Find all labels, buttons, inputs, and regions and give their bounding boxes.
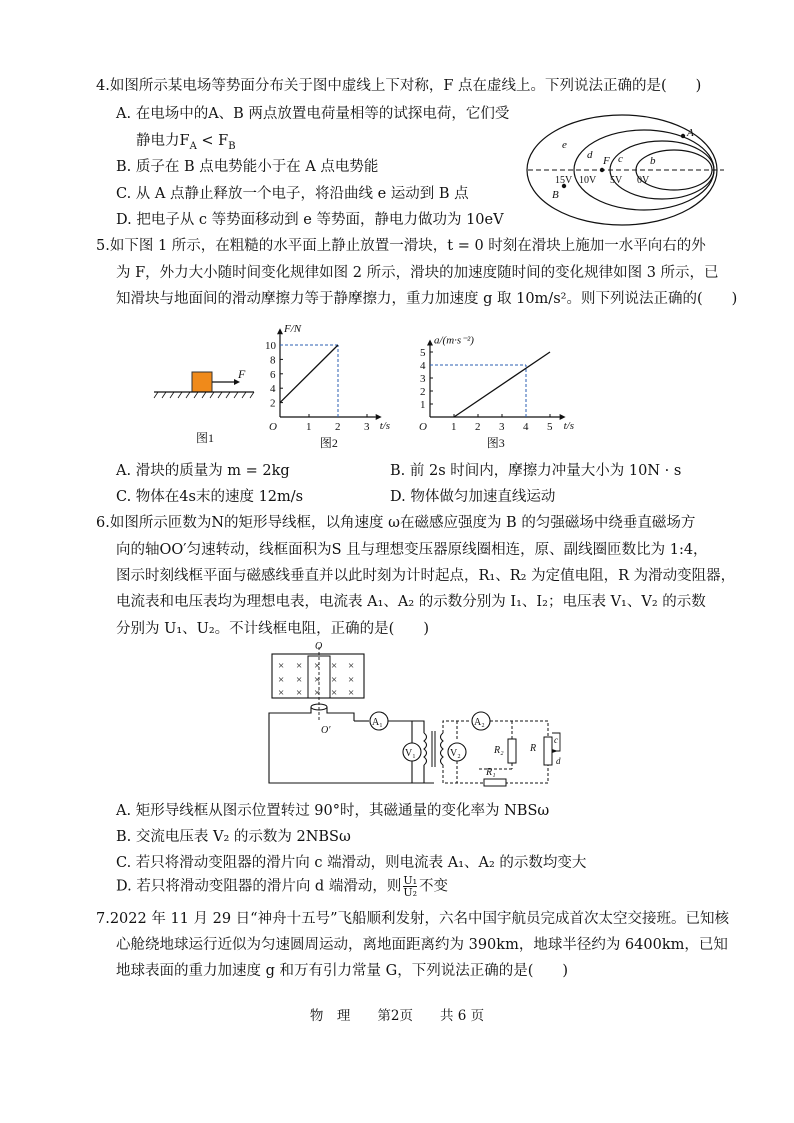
label-b-curve: b <box>650 155 656 167</box>
q4-option-a-line2: 静电力$F_A < F_B$ <box>136 133 236 152</box>
svg-text:×: × <box>314 674 321 686</box>
svg-text:R₂: R₂ <box>494 745 504 756</box>
q6-option-a: A. 矩形导线框从图示位置转过 90°时，其磁通量的变化率为 NBSω <box>116 803 550 819</box>
y-tick-label: 3 <box>420 373 426 385</box>
label-o-prime: O′ <box>321 725 331 736</box>
label-o: O <box>315 641 323 652</box>
svg-text:A₁: A₁ <box>372 717 383 728</box>
q4-option-c: C. 从 A 点静止释放一个电子，将沿曲线 e 运动到 B 点 <box>116 186 469 202</box>
q6-option-b: B. 交流电压表 V₂ 的示数为 2NBSω <box>116 829 351 845</box>
q5-option-d: D. 物体做匀加速直线运动 <box>390 489 556 505</box>
chart-caption: 图2 <box>319 436 338 450</box>
volt-0: 0V <box>637 175 650 186</box>
force-label: F <box>238 367 246 381</box>
y-tick-label: 6 <box>270 368 276 381</box>
label-e: e <box>562 139 567 151</box>
q5-option-b: B. 前 2s 时间内，摩擦力冲量大小为 10N · s <box>390 463 682 479</box>
x-tick-label: 2 <box>335 421 341 433</box>
q5-line2: 为 F，外力大小随时间变化规律如图 2 所示，滑块的加速度随时间的变化规律如图 3 所示，已 <box>116 265 719 281</box>
primary-coil <box>424 733 427 765</box>
label-d: d <box>587 149 593 161</box>
label-b: B <box>552 189 559 201</box>
x-tick-label: 5 <box>547 421 553 433</box>
svg-text:R: R <box>530 743 537 754</box>
x-tick-label: 1 <box>451 421 457 433</box>
x-axis-label: t/s <box>379 420 391 432</box>
q6-line3: 图示时刻线框平面与磁感线垂直并以此时刻为计时起点，R₁、R₂ 为定值电阻，R 为滑动变阻器， <box>116 568 736 584</box>
resistor-r1 <box>484 779 506 786</box>
x-tick-label: 2 <box>475 421 481 433</box>
svg-text:×: × <box>296 687 303 699</box>
svg-text:×: × <box>314 660 321 672</box>
svg-text:×: × <box>348 660 355 672</box>
origin-label: O <box>269 421 277 433</box>
volt-10: 10V <box>579 175 597 186</box>
label-c: c <box>618 153 623 165</box>
svg-text:×: × <box>348 687 355 699</box>
svg-text:×: × <box>314 687 321 699</box>
chart-caption: 图3 <box>486 436 505 450</box>
q6-line2: 向的轴OO′匀速转动，线框面积为S 且与理想变压器原线圈相连，原、副线圈匝数比为 1:4， <box>116 542 708 558</box>
x-axis-label: t/s <box>563 420 575 432</box>
x-tick-label: 3 <box>364 421 370 433</box>
y-tick-label: 2 <box>270 397 276 410</box>
y-tick-label: 2 <box>420 386 426 398</box>
y-tick-label: 8 <box>270 354 276 367</box>
q6-line1: 6.如图所示匝数为N的矩形导线框，以角速度 ω在磁感应强度为 B 的匀强磁场中绕垂直磁场方 <box>96 515 696 531</box>
secondary-coil <box>441 733 444 765</box>
u1-over-u2-fraction: $\frac{\text{U₁}}{\text{U₂}}$ <box>403 874 418 899</box>
point-f <box>600 168 604 172</box>
q7-line2: 心舱绕地球运行近似为匀速圆周运动，离地面距离约为 390km，地球半径约为 6400km，已知 <box>116 937 728 953</box>
q5-option-a: A. 滑块的质量为 m = 2kg <box>116 463 290 479</box>
q6-line5: 分别为 U₁、U₂。不计线框电阻，正确的是( ) <box>116 621 429 637</box>
circuit-diagram <box>264 641 574 786</box>
q6-option-c: C. 若只将滑动变阻器的滑片向 c 端滑动，则电流表 A₁、A₂ 的示数均变大 <box>116 855 587 871</box>
y-tick-label: 4 <box>270 383 276 396</box>
q4-stem: 4.如图所示某电场等势面分布关于图中虚线上下对称，F 点在虚线上。下列说法正确的是( ) <box>96 78 702 94</box>
q5-option-c: C. 物体在4s末的速度 12m/s <box>116 489 304 505</box>
x-tick-label: 4 <box>523 421 529 433</box>
y-tick-label: 5 <box>420 347 426 359</box>
y-axis-label: F/N <box>284 323 302 336</box>
svg-text:×: × <box>331 660 338 672</box>
svg-text:×: × <box>278 674 285 686</box>
svg-text:c: c <box>554 735 558 745</box>
svg-text:R₁: R₁ <box>486 767 496 778</box>
data-line <box>454 352 550 417</box>
svg-text:V₂: V₂ <box>450 748 461 759</box>
q4-option-a-line1: A. 在电场中的A、B 两点放置电荷量相等的试探电荷，它们受 <box>116 106 510 122</box>
svg-text:×: × <box>278 660 285 672</box>
svg-text:d: d <box>556 756 561 766</box>
x-tick-label: 3 <box>499 421 505 433</box>
y-tick-label: 10 <box>265 340 276 352</box>
ground-hatch <box>154 392 254 398</box>
svg-text:×: × <box>331 687 338 699</box>
y-axis-label: a/(m·s⁻²) <box>434 334 474 347</box>
x-tick-label: 1 <box>306 421 312 433</box>
svg-text:×: × <box>296 674 303 686</box>
q6-line4: 电流表和电压表均为理想电表，电流表 A₁、A₂ 的示数分别为 I₁、I₂；电压表 V₁、V₂ 的示数 <box>116 594 706 610</box>
y-tick-label: 4 <box>420 360 426 372</box>
y-axis-arrow <box>427 340 433 346</box>
label-f: F <box>603 155 610 167</box>
q5-line1: 5.如下图 1 所示，在粗糙的水平面上静止放置一滑块，t = 0 时刻在滑块上施加一水平向右的外 <box>96 238 706 254</box>
svg-text:×: × <box>296 660 303 672</box>
y-axis-arrow <box>277 328 283 334</box>
q4-option-d: D. 把电子从 c 等势面移动到 e 等势面，静电力做功为 10eV <box>116 212 504 228</box>
page-footer: 物 理 第2页 共 6 页 <box>309 1008 485 1024</box>
resistor-r2 <box>508 739 516 763</box>
q7-line1: 7.2022 年 11 月 29 日“神舟十五号”飞船顺利发射，六名中国宇航员完成首次太空交接班。已知核 <box>96 911 730 927</box>
volt-15: 15V <box>555 175 573 186</box>
svg-text:V₁: V₁ <box>405 748 416 759</box>
q6-option-d: D. 若只将滑动变阻器的滑片向 d 端滑动，则 $\frac{\text{U₁}}{\text{U₂}}$ 不变 <box>116 874 449 899</box>
equipotential-figure <box>526 101 726 211</box>
volt-5: 5V <box>610 175 623 186</box>
figure-1-block <box>150 345 260 445</box>
q7-line3: 地球表面的重力加速度 g 和万有引力常量 G，下列说法正确的是( ) <box>116 963 569 979</box>
field-crosses <box>278 660 354 699</box>
label-a: A <box>687 127 694 139</box>
data-line <box>280 345 338 403</box>
figure-3-chart <box>408 320 578 450</box>
q4-option-b: B. 质子在 B 点电势能小于在 A 点电势能 <box>116 159 379 175</box>
svg-text:×: × <box>278 687 285 699</box>
block <box>192 372 212 392</box>
point-a <box>681 134 685 138</box>
svg-text:×: × <box>348 674 355 686</box>
svg-text:×: × <box>331 674 338 686</box>
origin-label: O <box>419 421 427 433</box>
q5-line3: 知滑块与地面间的滑动摩擦力等于静摩擦力，重力加速度 g 取 10m/s²。则下列说法正确的( ) <box>116 291 738 307</box>
figure-1-caption: 图1 <box>196 431 215 445</box>
rheostat-r <box>544 737 552 765</box>
svg-text:A₂: A₂ <box>474 717 485 728</box>
y-tick-label: 1 <box>420 399 426 411</box>
figure-2-chart <box>258 320 398 450</box>
